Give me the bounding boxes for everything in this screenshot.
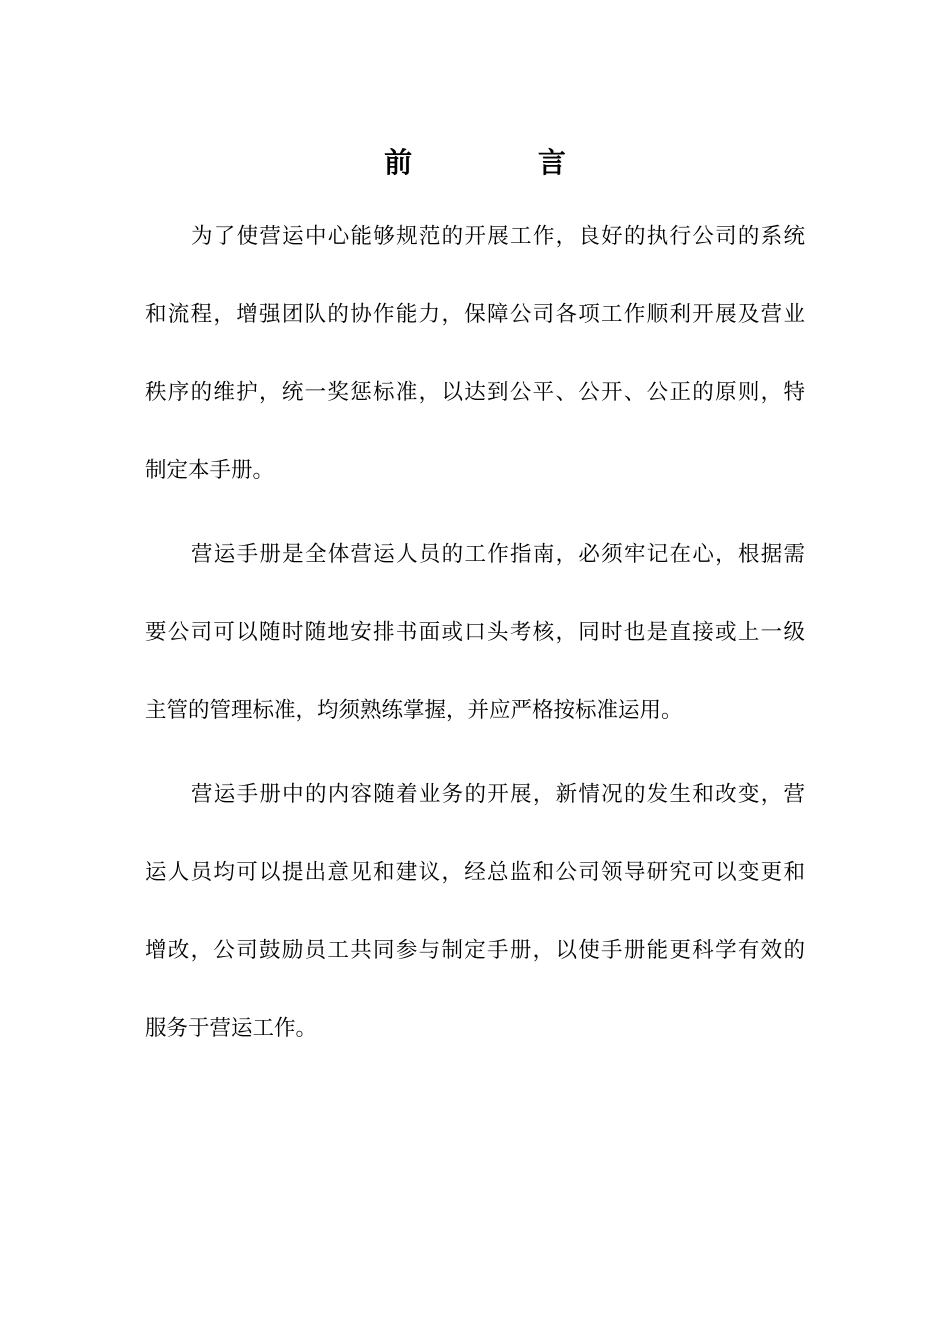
paragraph-1-line-4: 制定本手册。 [145, 458, 275, 483]
paragraph-3-line-2: 运人员均可以提出意见和建议，经总监和公司领导研究可以变更和 [145, 860, 805, 885]
paragraph-3-line-1: 营运手册中的内容随着业务的开展，新情况的发生和改变，营 [191, 782, 805, 807]
paragraph-1-line-2: 和流程，增强团队的协作能力，保障公司各项工作顺利开展及营业 [145, 302, 805, 327]
paragraph-1-line-3: 秩序的维护，统一奖惩标准，以达到公平、公开、公正的原则，特 [145, 380, 805, 405]
paragraph-2-line-3: 主管的管理标准，均须熟练掌握，并应严格按标准运用。 [145, 698, 683, 723]
paragraph-1-line-1: 为了使营运中心能够规范的开展工作，良好的执行公司的系统 [191, 224, 805, 249]
paragraph-2-line-1: 营运手册是全体营运人员的工作指南，必须牢记在心，根据需 [191, 542, 805, 567]
page-title: 前 言 [384, 146, 624, 179]
paragraph-2-line-2: 要公司可以随时随地安排书面或口头考核，同时也是直接或上一级 [145, 620, 805, 645]
paragraph-3-line-3: 增改，公司鼓励员工共同参与制定手册，以使手册能更科学有效的 [145, 938, 805, 963]
paragraph-3-line-4: 服务于营运工作。 [145, 1016, 318, 1041]
